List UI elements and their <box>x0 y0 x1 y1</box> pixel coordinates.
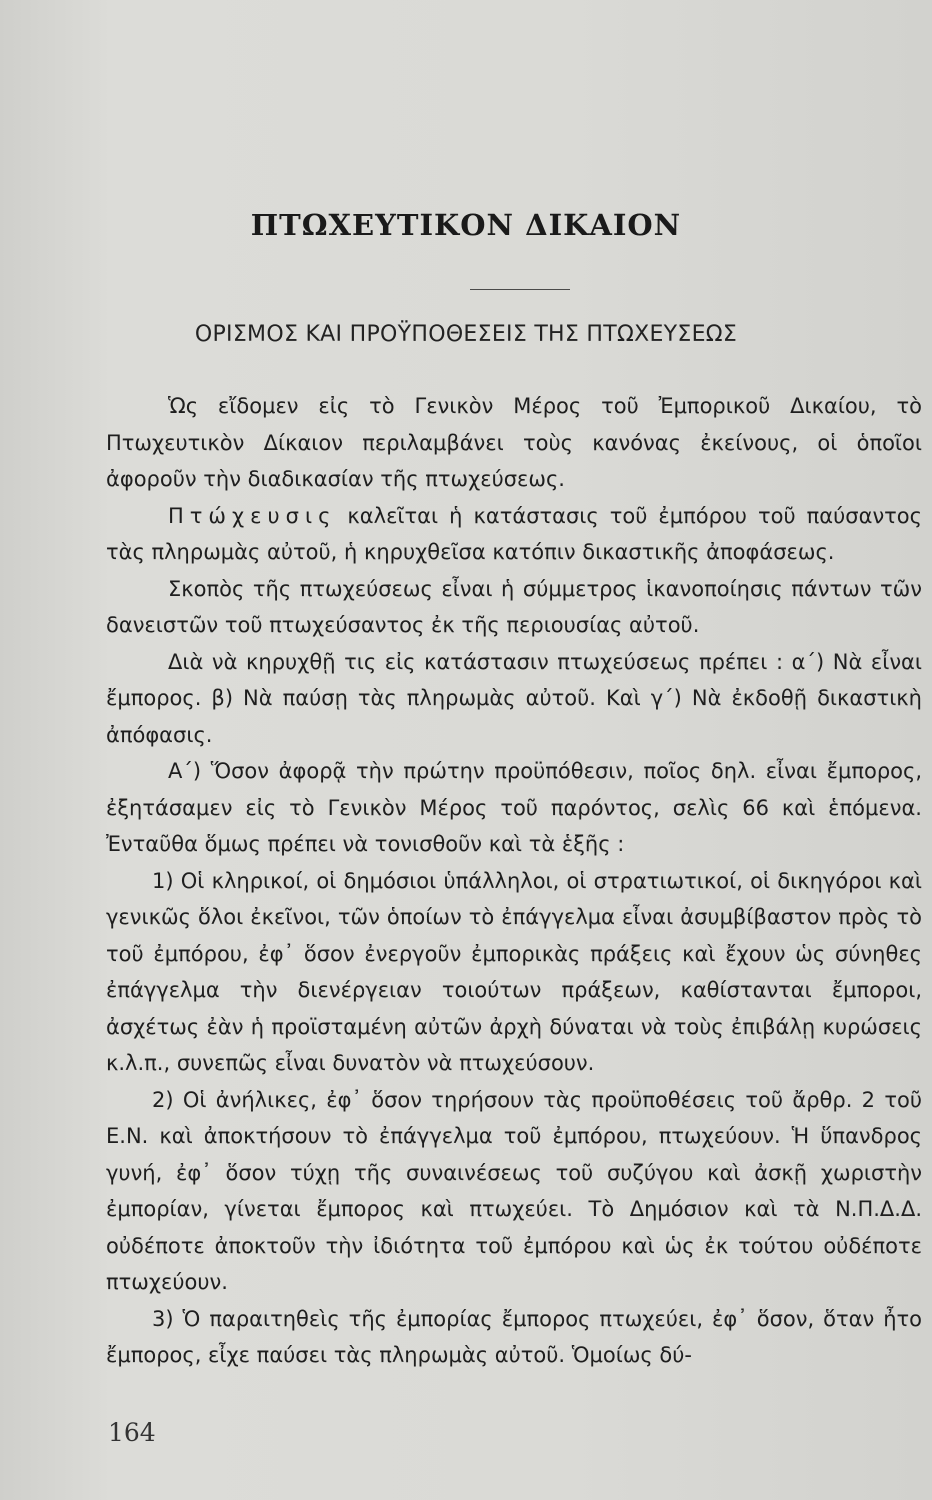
paragraph-definition <box>106 498 922 571</box>
paragraph-item-2: 2) Οἱ ἀνήλικες, ἐφ᾽ ὅσον τηρήσουν τὰς προϋποθέσεις τοῦ ἄρθρ. 2 τοῦ Ε.Ν. καὶ ἀποκτήσουν τὸ ἐπάγγελμα τοῦ ἐμπόρου, πτωχεύουν. Ἡ ὕπανδρος γυνή, ἐφ᾽ ὅσον τύχῃ τῆς συναινέσεως τοῦ συζύγου καὶ ἀσκῇ χωριστὴν ἐμπορίαν, γίνεται ἔμπορος καὶ πτωχεύει. Τὸ Δημόσιον καὶ τὰ Ν.Π.Δ.Δ. οὐδέποτε ἀποκτοῦν τὴν ἰδιότητα τοῦ ἐμπόρου καὶ ὡς ἐκ τούτου οὐδέποτε πτωχεύουν. <box>106 1087 922 1294</box>
section-subtitle: ΟΡΙΣΜΟΣ ΚΑΙ ΠΡΟΫΠΟΘΕΣΕΙΣ ΤΗΣ ΠΤΩΧΕΥΣΕΩΣ <box>194 322 738 347</box>
paragraph-conditions: Διὰ νὰ κηρυχθῇ τις εἰς κατάστασιν πτωχεύσεως πρέπει : α΄) Νὰ εἶναι ἔμπορος. β) Νὰ παύσῃ τὰς πληρωμὰς αὐτοῦ. Καὶ γ΄) Νὰ ἐκδοθῇ δικαστικὴ ἀπόφασις. <box>106 649 922 747</box>
paragraph-item-3: 3) Ὁ παραιτηθεὶς τῆς ἐμπορίας ἔμπορος πτωχεύει, ἐφ᾽ ὅσον, ὅταν ἦτο ἔμπορος, εἶχε παύσει τὰς πληρωμὰς αὐτοῦ. Ὁμοίως δύ- <box>106 1306 922 1367</box>
chapter-title: ΠΤΩΧΕΥΤΙΚΟΝ ΔΙΚΑΙΟΝ <box>250 208 682 242</box>
defined-term: Πτώχευσις <box>168 503 337 528</box>
paragraph-purpose: Σκοπὸς τῆς πτωχεύσεως εἶναι ἡ σύμμετρος ἱκανοποίησις πάντων τῶν δανειστῶν τοῦ πτωχεύσαντος ἐκ τῆς περιουσίας αὐτοῦ. <box>106 576 922 637</box>
title-divider <box>470 289 570 290</box>
paragraph-item-1: 1) Οἱ κληρικοί, οἱ δημόσιοι ὑπάλληλοι, οἱ στρατιωτικοί, οἱ δικηγόροι καὶ γενικῶς ὅλοι ἐκεῖνοι, τῶν ὁποίων τὸ ἐπάγγελμα εἶναι ἀσυμβίβαστον πρὸς τὸ τοῦ ἐμπόρου, ἐφ᾽ ὅσον ἐνεργοῦν ἐμπορικὰς πράξεις καὶ ἔχουν ὡς σύνηθες ἐπάγγελμα τὴν διενέργειαν τοιούτων πράξεων, καθίστανται ἔμποροι, ἀσχέτως ἐὰν ἡ προϊσταμένη αὐτῶν ἀρχὴ δύναται νὰ τοὺς ἐπιβάλῃ κυρώσεις κ.λ.π., συνεπῶς εἶναι δυνατὸν νὰ πτωχεύσουν. <box>106 868 922 1075</box>
page-number: 164 <box>108 1418 156 1447</box>
paragraph-intro: Ὡς εἴδομεν εἰς τὸ Γενικὸν Μέρος τοῦ Ἐμπορικοῦ Δικαίου, τὸ Πτωχευτικὸν Δίκαιον περιλαμβάνει τοὺς κανόνας ἐκείνους, οἱ ὁποῖοι ἀφοροῦν τὴν διαδικασίαν τῆς πτωχεύσεως. <box>106 394 922 491</box>
body-text <box>106 388 922 1374</box>
paragraph-first-condition: Α΄) Ὅσον ἀφορᾷ τὴν πρώτην προϋπόθεσιν, ποῖος δηλ. εἶναι ἔμπορος, ἐξητάσαμεν εἰς τὸ Γενικὸν Μέρος τοῦ παρόντος, σελὶς 66 καὶ ἑπόμενα. Ἐνταῦθα ὅμως πρέπει νὰ τονισθοῦν καὶ τὰ ἑξῆς : <box>106 759 922 856</box>
definition-text: καλεῖται ἡ κατάστασις τοῦ ἐμπόρου τοῦ παύσαντος τὰς πληρωμὰς αὐτοῦ, ἡ κηρυχθεῖσα κατόπιν δικαστικῆς ἀποφάσεως. <box>106 503 922 564</box>
